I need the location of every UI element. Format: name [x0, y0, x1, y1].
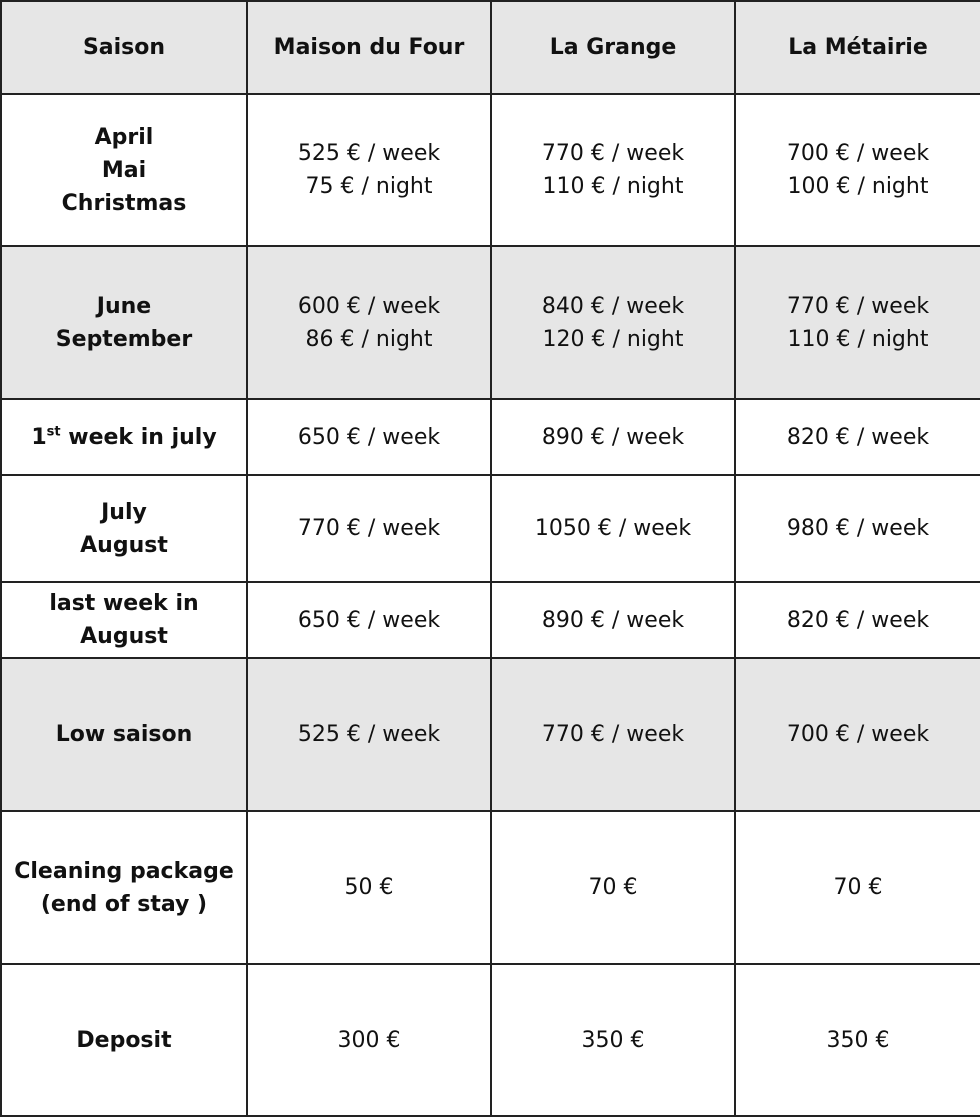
price-cell-la-grange: 890 € / week [491, 582, 735, 658]
price-cell-la-metairie: 820 € / week [735, 582, 980, 658]
season-line: Christmas [61, 190, 187, 216]
table-row [1, 475, 980, 582]
season-line: Mai [101, 157, 147, 183]
season-cell: last week in August [1, 582, 247, 658]
price-cell-la-metairie: 980 € / week [735, 475, 980, 582]
price-cell-maison-du-four: 650 € / week [247, 399, 491, 475]
price-week: 600 € / week [297, 293, 441, 319]
season-line: (end of stay ) [40, 891, 208, 917]
header-row [1, 1, 980, 94]
price-night: 110 € / night [542, 174, 684, 199]
price-cell-la-metairie: 820 € / week [735, 399, 980, 475]
price-week: 770 € / week [541, 141, 685, 166]
price-cell-la-metairie: 70 € [735, 811, 980, 964]
price-cell-maison-du-four: 650 € / week [247, 582, 491, 658]
price-week: 770 € / week [786, 293, 930, 319]
header-maison-du-four: Maison du Four [247, 1, 491, 94]
price-cell-la-grange: 890 € / week [491, 399, 735, 475]
price-cell-maison-du-four: 770 € / week [247, 475, 491, 582]
season-cell [1, 94, 247, 246]
price-night: 110 € / night [787, 326, 929, 352]
price-cell-la-metairie [735, 94, 980, 246]
season-line: September [55, 326, 193, 352]
price-week: 840 € / week [541, 293, 685, 319]
price-night: 75 € / night [305, 174, 433, 199]
season-line: August [80, 532, 168, 558]
season-cell [1, 399, 247, 475]
season-line: April [94, 124, 154, 150]
season-cell [1, 246, 247, 399]
price-cell-maison-du-four: 525 € / week [247, 658, 491, 811]
price-cell-maison-du-four [247, 246, 491, 399]
price-cell-la-grange: 770 € / week [491, 658, 735, 811]
season-suffix: week in july [60, 424, 217, 450]
table-row [1, 399, 980, 475]
season-line: July [101, 499, 147, 525]
season-cell [1, 475, 247, 582]
season-cell [1, 811, 247, 964]
price-night: 86 € / night [305, 326, 433, 352]
season-line: June [96, 293, 152, 319]
season-cell: Deposit [1, 964, 247, 1116]
price-cell-la-grange: 70 € [491, 811, 735, 964]
price-cell-maison-du-four: 50 € [247, 811, 491, 964]
price-cell-la-metairie: 350 € [735, 964, 980, 1116]
table-row [1, 582, 980, 658]
season-line: Cleaning package [14, 858, 234, 884]
price-cell-maison-du-four: 300 € [247, 964, 491, 1116]
header-la-grange: La Grange [491, 1, 735, 94]
price-cell-la-grange [491, 94, 735, 246]
table-row [1, 658, 980, 811]
price-cell-la-grange: 350 € [491, 964, 735, 1116]
price-cell-la-metairie: 700 € / week [735, 658, 980, 811]
header-season: Saison [1, 1, 247, 94]
table-row [1, 811, 980, 964]
table-row [1, 94, 980, 246]
season-superscript: st [46, 424, 61, 440]
price-night: 120 € / night [542, 326, 684, 352]
price-week: 700 € / week [786, 141, 930, 166]
season-cell: Low saison [1, 658, 247, 811]
table-row [1, 246, 980, 399]
table-row [1, 964, 980, 1116]
season-prefix: 1 [31, 424, 47, 450]
price-cell-maison-du-four [247, 94, 491, 246]
price-cell-la-grange: 1050 € / week [491, 475, 735, 582]
price-week: 525 € / week [297, 141, 441, 166]
price-cell-la-metairie [735, 246, 980, 399]
price-cell-la-grange [491, 246, 735, 399]
price-night: 100 € / night [787, 174, 929, 199]
header-la-metairie: La Métairie [735, 1, 980, 94]
